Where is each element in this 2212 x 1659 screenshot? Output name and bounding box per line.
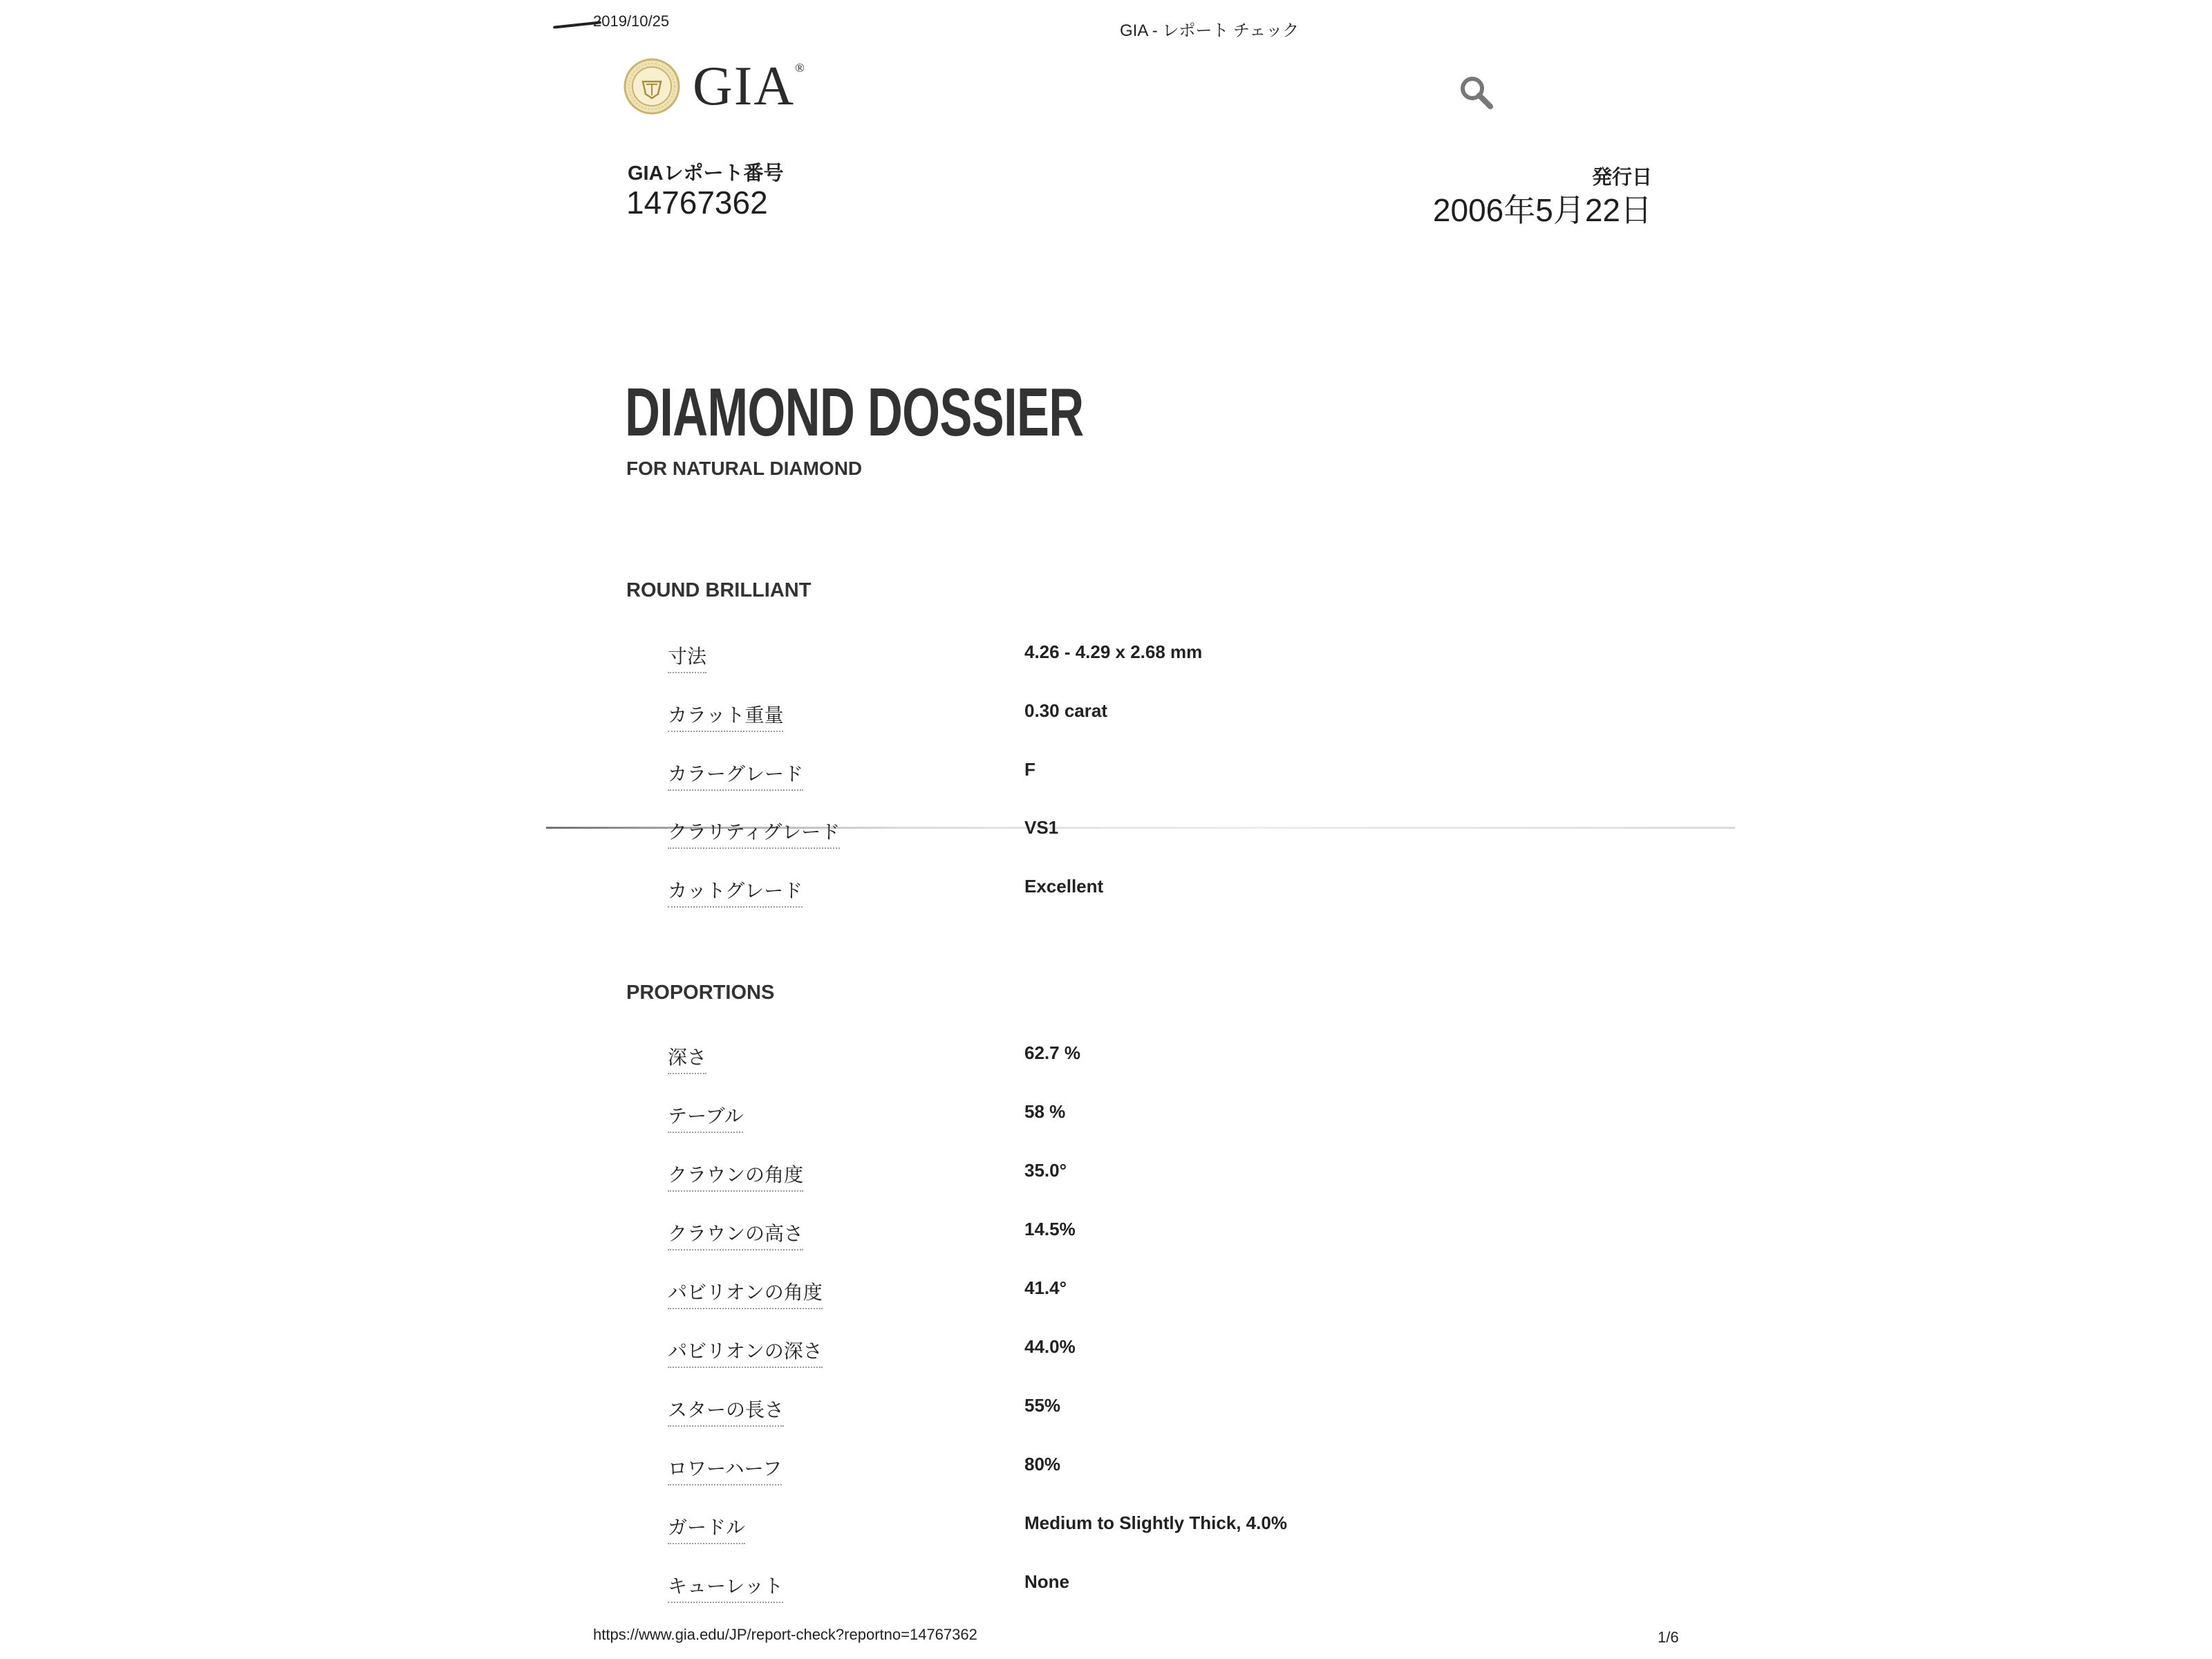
row-label[interactable]: パビリオンの深さ [668, 1336, 823, 1368]
issue-date: 2006年5月22日 [1432, 192, 1652, 228]
row-label[interactable]: 深さ [668, 1042, 706, 1074]
gia-seal-icon [624, 58, 680, 115]
row-label[interactable]: クラウンの角度 [668, 1160, 803, 1192]
grading-row [668, 876, 1705, 910]
gia-wordmark: GIA® [693, 56, 806, 117]
row-value: 4.26 - 4.29 x 2.68 mm [1024, 641, 1203, 662]
proportion-row [668, 1571, 1705, 1606]
row-value: 41.4° [1024, 1277, 1067, 1298]
print-date: 2019/10/25 [593, 12, 670, 30]
row-label[interactable]: ロワーハーフ [668, 1454, 782, 1485]
row-value: Excellent [1024, 876, 1104, 897]
report-number-label: GIAレポート番号 [628, 162, 784, 185]
row-label[interactable]: カラット重量 [668, 700, 783, 732]
row-value: 35.0° [1024, 1160, 1067, 1181]
row-label[interactable]: キューレット [668, 1571, 783, 1603]
grading-row [668, 641, 1705, 676]
row-value: 58 % [1024, 1101, 1066, 1122]
row-value: 14.5% [1024, 1219, 1076, 1239]
proportion-row [668, 1042, 1705, 1077]
row-value: 80% [1024, 1454, 1061, 1474]
proportion-row [668, 1512, 1705, 1547]
row-label[interactable]: クラウンの高さ [668, 1219, 803, 1250]
row-value: F [1024, 759, 1035, 780]
row-label[interactable]: スターの長さ [668, 1395, 784, 1427]
row-label[interactable]: テーブル [668, 1101, 743, 1133]
gia-logo[interactable] [624, 58, 806, 115]
proportion-row [668, 1454, 1705, 1488]
report-number: 14767362 [626, 185, 768, 221]
row-value: 0.30 carat [1024, 700, 1107, 721]
row-label[interactable]: クラリティグレード [668, 817, 840, 849]
row-value: 44.0% [1024, 1336, 1076, 1357]
grading-row [668, 700, 1705, 735]
proportion-row [668, 1101, 1705, 1136]
row-value: Medium to Slightly Thick, 4.0% [1024, 1512, 1287, 1533]
row-label[interactable]: パビリオンの角度 [668, 1277, 823, 1309]
row-label[interactable]: ガードル [668, 1512, 745, 1544]
proportion-row [668, 1219, 1705, 1253]
issue-date-label: 発行日 [1591, 167, 1652, 189]
search-icon[interactable] [1457, 73, 1496, 112]
print-url: https://www.gia.edu/JP/report-check?reportno=14767362 [593, 1626, 977, 1643]
dossier-subtitle: FOR NATURAL DIAMOND [626, 458, 863, 479]
dossier-title: DIAMOND DOSSIER [625, 374, 1084, 450]
grading-row [668, 817, 1705, 852]
row-label[interactable]: カットグレード [668, 876, 803, 908]
row-label[interactable]: カラーグレード [668, 759, 803, 791]
proportion-row [668, 1277, 1705, 1312]
proportion-row [668, 1336, 1705, 1371]
grading-row [668, 759, 1705, 794]
proportions-heading: PROPORTIONS [626, 982, 775, 1004]
shape-heading: ROUND BRILLIANT [626, 579, 812, 601]
proportion-row [668, 1160, 1705, 1194]
row-value: 55% [1024, 1395, 1061, 1416]
print-page-number: 1/6 [1658, 1629, 1679, 1646]
row-value: None [1024, 1571, 1069, 1592]
proportion-row [668, 1395, 1705, 1430]
row-value: VS1 [1024, 817, 1059, 838]
row-label[interactable]: 寸法 [668, 641, 706, 673]
row-value: 62.7 % [1024, 1042, 1080, 1063]
print-page-title: GIA - レポート チェック [1120, 21, 1300, 40]
